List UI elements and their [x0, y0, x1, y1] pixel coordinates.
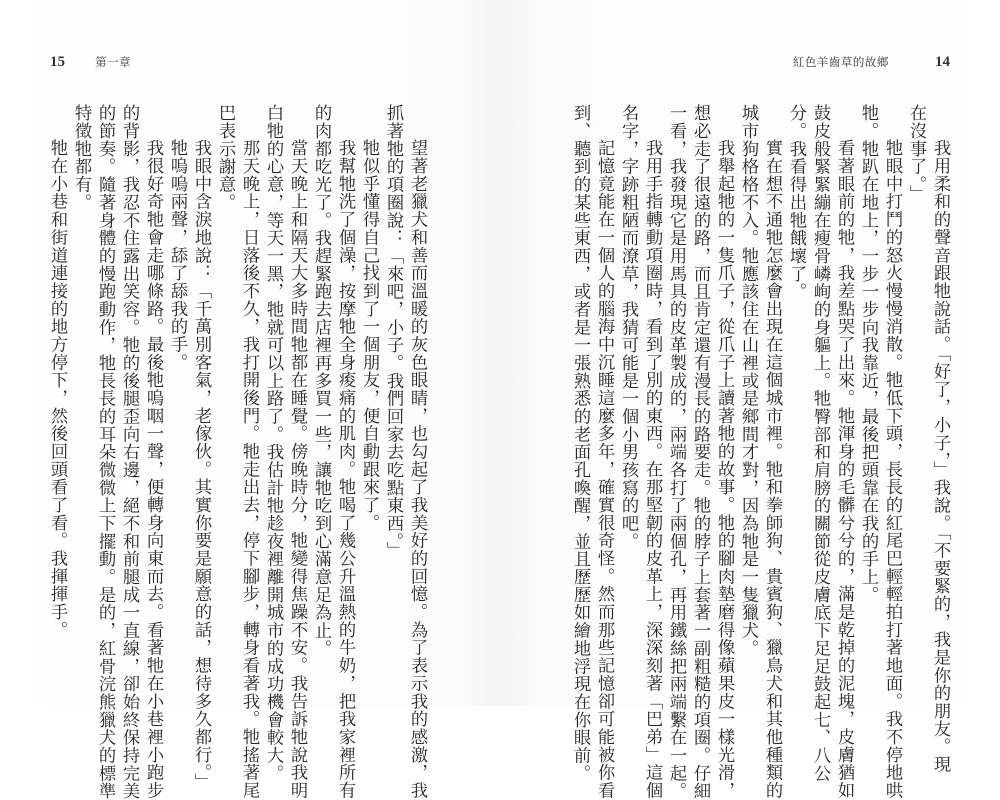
text-column: 牠嗚嗚兩聲，舔了舔我的手。: [167, 139, 187, 371]
text-column: 的節奏。隨著身體的慢跑動作，牠長長的耳朵微微上下擺動。是的，紅骨浣熊獵犬的標準: [95, 104, 115, 800]
text-column: 牠似乎懂得自己找到了一個朋友，便自動跟來了。: [359, 139, 379, 532]
running-head: 第一章: [95, 55, 132, 69]
text-column: 白牠的心意，等天一黑，牠就可以上路了。我估計牠趁夜裡離開城市的成功機會較大。: [263, 104, 283, 782]
text-column: 名字，字跡粗陋而潦草，我猜可能是一個小男孩寫的吧。: [618, 104, 638, 550]
text-column: 我幫牠洗了個澡，按摩牠全身痠痛的肌肉。牠喝了幾公升溫熱的牛奶，把我家裡所有: [335, 139, 355, 800]
right-page-header: [793, 54, 950, 71]
text-column: 想必走了很遠的路，而且肯定還有漫長的路要走。牠的脖子上套著一副粗糙的項圈。仔細: [690, 104, 710, 800]
page-number: 14: [935, 54, 950, 70]
text-column: 在沒事了。」: [906, 104, 926, 203]
text-column: 鼓皮般緊緊繃在瘦骨嶙峋的身軀上。牠臀部和肩膀的關節從皮膚底下足足鼓起七、八公: [810, 104, 830, 782]
text-column: 城市狗格格不入。牠應該住在山裡或是鄉間才對，因為牠是一隻獵犬。: [738, 104, 758, 658]
text-column: 我很好奇牠會走哪條路。最後牠嗚咽一聲，便轉身向東而去。看著牠在小巷裡小跑步: [143, 139, 163, 800]
text-column: 我用柔和的聲音跟牠說話。「好了，小子，」我說。「不要緊的，我是你的朋友。現: [930, 139, 950, 774]
text-column: 的肉都吃光了。我趕緊跑去店裡再多買一些，讓牠吃到心滿意足為止。: [311, 104, 331, 658]
text-column: 抓著牠的項圈說：「來吧，小子。我們回家去吃點東西。」: [383, 104, 403, 560]
text-column: 望著老獵犬和善而溫暖的灰色眼睛，也勾起了我美好的回憶。為了表示我的感激，我: [407, 139, 427, 800]
text-column: 我眼中含淚地說：「千萬別客氣，老傢伙。其實你要是願意的話，想待多久都行。」: [191, 139, 211, 791]
text-column: 我用手指轉動項圈時，看到了別的東西。在那堅韌的皮革上，深深刻著「巴弟」這個: [642, 139, 662, 800]
text-column: 牠。牠趴在地上，一步一步向我靠近，最後把頭靠在我的手上。: [858, 104, 878, 604]
text-column: 記憶竟能在一個人的腦海中沉睡這麼多年，確實很奇怪。然而那些記憶卻可能被你看: [594, 139, 614, 800]
text-column: 巴表示謝意。: [215, 104, 235, 212]
text-column: 分。我看得出牠餓壞了。: [786, 104, 806, 301]
text-column: 當天晚上和隔天大多時間牠都在睡覺。傍晚時分，牠變得焦躁不安。我告訴牠說我明: [287, 139, 307, 800]
running-head: 紅色羊齒草的故鄉: [792, 55, 889, 69]
text-column: 牠眼中打鬥的怒火慢慢消散。牠低下頭，長長的紅尾巴輕輕拍打著地面。我不停地哄: [882, 139, 902, 800]
text-column: 的背影，我忍不住露出笑容。牠的後腿歪向右邊，絕不和前腿成一直線，卻始終保持完美: [119, 104, 139, 800]
right-page: [500, 0, 1000, 800]
text-column: 實在想不通牠怎麼會出現在這個城市裡。牠和拳師狗、貴賓狗、獵鳥犬和其他種類的: [762, 139, 782, 800]
text-column: 一看，我發現它是用馬具的皮革製成的，兩端各打了兩個孔，再用鐵絲把兩端繫在一起。: [666, 104, 686, 800]
page-number: 15: [50, 54, 65, 70]
text-column: 看著眼前的牠，我差點哭了出來。牠渾身的毛髒兮兮的，滿是乾掉的泥塊，皮膚猶如: [834, 139, 854, 800]
text-column: 特徵牠都有。: [71, 104, 91, 212]
text-column: 到、聽到的某些東西，或者是一張熟悉的老面孔喚醒，並且歷歷如繪地浮現在你眼前。: [570, 104, 590, 782]
text-column: 我舉起牠的一隻爪子，從爪子上讀著牠的故事。牠的腳肉墊磨得像蘋果皮一樣光滑，: [714, 139, 734, 800]
text-column: 牠在小巷和街道連接的地方停下，然後回頭看了看。我揮揮手。: [47, 139, 67, 639]
text-column: 那天晚上，日落後不久，我打開後門。牠走出去，停下腳步，轉身看著我。牠搖著尾: [239, 139, 259, 800]
left-page-header: [50, 54, 131, 71]
